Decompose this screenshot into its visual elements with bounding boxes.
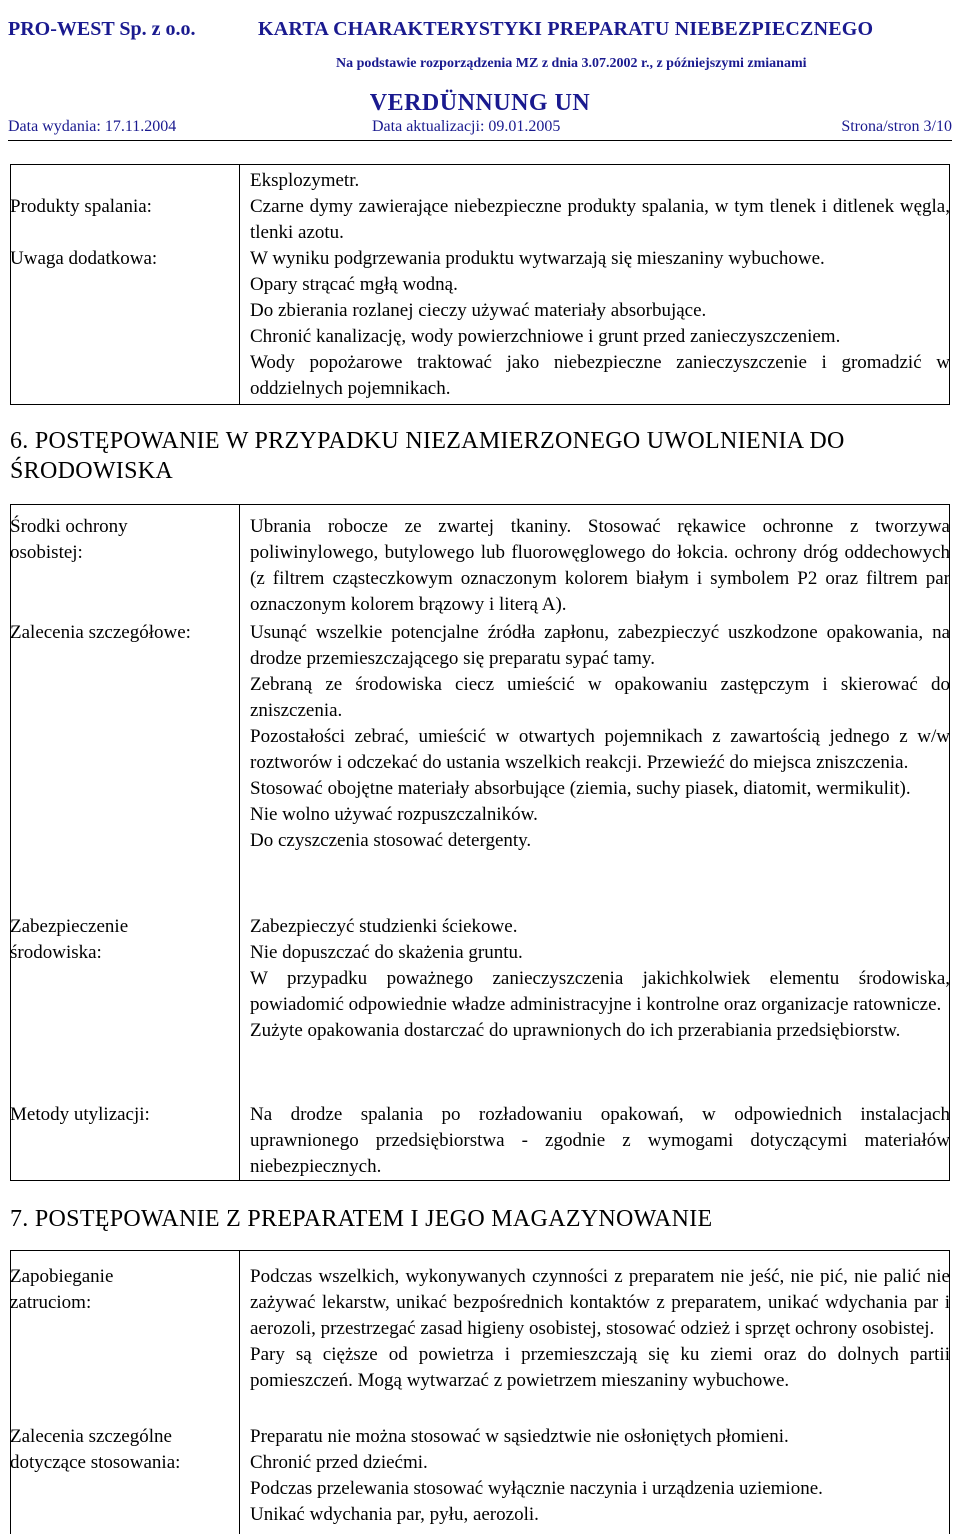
- update-date: Data aktualizacji: 09.01.2005: [372, 118, 561, 135]
- personal-protection-label: Środki ochrony osobistej:: [10, 516, 128, 563]
- env-line: Nie dopuszczać do skażenia gruntu.: [250, 942, 523, 963]
- usage-line: Podczas przelewania stosować wyłącznie naczynia i urządzenia uziemione.: [250, 1478, 823, 1499]
- poison-prevention-text: [250, 1264, 950, 1394]
- personal-protection-text: Ubrania robocze ze zwartej tkaniny. Stosować rękawice ochronne z tworzywa poliwinylowego, butylowego lub fluorowęglowego do łokcia. ochrony dróg oddechowych (z filtrem cząsteczkowym oznaczonym kolorem białym i symbolem P2 oraz filtrem par oznaczonym kolorem brązowy i literą A).: [250, 516, 950, 615]
- section6-title: 6. POSTĘPOWANIE W PRZYPADKU NIEZAMIERZONEGO UWOLNIENIA DO ŚRODOWISKA: [10, 428, 845, 484]
- poison-line: Pary są cięższe od powietrza i przemieszczają się ku ziemi oraz do dolnych partii pomieszczeń. Mogą wytwarzać z powietrzem mieszaniny wybuchowe.: [250, 1344, 950, 1391]
- explosimeter-line: Eksplozymetr.: [250, 170, 360, 191]
- issue-date: Data wydania: 17.11.2004: [8, 118, 177, 135]
- poison-prevention-label: Zapobieganie zatruciom:: [10, 1266, 114, 1313]
- note-line: W wyniku podgrzewania produktu wytwarzają się mieszaniny wybuchowe.: [250, 248, 825, 269]
- document-title: KARTA CHARAKTERYSTYKI PREPARATU NIEBEZPIECZNEGO: [258, 18, 874, 40]
- note-line: Chronić kanalizację, wody powierzchniowe i grunt przed zanieczyszczeniem.: [250, 326, 841, 347]
- note-line: Do zbierania rozlanej cieczy używać materiały absorbujące.: [250, 300, 707, 321]
- note-line: Wody popożarowe traktować jako niebezpieczne zanieczyszczenie i gromadzić w oddzielnych pojemnikach.: [250, 352, 950, 399]
- date-line: [8, 118, 952, 141]
- detailed-recommendations-text: [250, 620, 950, 854]
- usage-line: Unikać wdychania par, pyłu, aerozoli.: [250, 1504, 539, 1525]
- section5-table: [10, 164, 950, 404]
- page-number: Strona/stron 3/10: [841, 118, 952, 135]
- company-name: PRO-WEST Sp. z o.o.: [8, 18, 196, 40]
- combustion-text: Czarne dymy zawierające niebezpieczne produkty spalania, w tym tlenek i ditlenek węgla, tlenki azotu.: [250, 196, 950, 243]
- detailed-line: Pozostałości zebrać, umieścić w otwartych pojemnikach z zawartością jednego z w/w roztworów i odczekać do ustania wszelkich reakcji. Przewieźć do miejsca zniszczenia.: [250, 726, 950, 773]
- env-line: Zabezpieczyć studzienki ściekowe.: [250, 916, 518, 937]
- env-line: Zużyte opakowania dostarczać do uprawnionych do ich przerabiania przedsiębiorstw.: [250, 1020, 901, 1041]
- combustion-label: Produkty spalania:: [10, 196, 152, 217]
- disposal-methods-label: Metody utylizacji:: [10, 1104, 150, 1125]
- detailed-line: Usunąć wszelkie potencjalne źródła zapłonu, zabezpieczyć uszkodzone opakowania, na drodze przemieszczającego się preparatu sypać tamy.: [250, 622, 950, 669]
- usage-line: Preparatu nie można stosować w sąsiedztwie nie osłoniętych płomieni.: [250, 1426, 789, 1447]
- disposal-methods-text: Na drodze spalania po rozładowaniu opakowań, w odpowiednich instalacjach uprawnionego przedsiębiorstwa - zgodnie z wymogami dotyczącymi materiałów niebezpiecznych.: [250, 1104, 950, 1177]
- product-name: VERDÜNNUNG UN: [369, 90, 591, 116]
- detailed-line: Do czyszczenia stosować detergenty.: [250, 830, 532, 851]
- note-line: Opary strącać mgłą wodną.: [250, 274, 458, 295]
- section7-table: [10, 1250, 950, 1534]
- section6-table: [10, 504, 950, 1180]
- detailed-recommendations-label: Zalecenia szczegółowe:: [10, 622, 191, 643]
- regulation-note: Na podstawie rozporządzenia MZ z dnia 3.07.2002 r., z późniejszymi zmianami: [336, 56, 807, 71]
- note-label: Uwaga dodatkowa:: [10, 248, 158, 269]
- document-header: [0, 0, 960, 138]
- env-line: W przypadku poważnego zanieczyszczenia jakichkolwiek elementu środowiska, powiadomić odpowiednie władze administracyjne i kontrolne oraz organizacje ratownicze.: [250, 968, 950, 1015]
- poison-line: Podczas wszelkich, wykonywanych czynności z preparatem nie jeść, nie pić, nie palić nie zażywać lekarstw, unikać bezpośrednich kontaktów z preparatem, unikać wdychania par i aerozoli, przestrzegać zasad higieny osobistej, stosować odzież i sprzęt ochrony osobistej.: [250, 1266, 950, 1339]
- usage-recommendations-label: Zalecenia szczególne dotyczące stosowania:: [10, 1426, 181, 1473]
- detailed-line: Stosować obojętne materiały absorbujące (ziemia, suchy piasek, diatomit, wermikulit).: [250, 778, 911, 799]
- environment-protection-text: [250, 914, 950, 1044]
- note-text: [250, 246, 950, 402]
- environment-protection-label: Zabezpieczenie środowiska:: [10, 916, 129, 963]
- usage-line: Chronić przed dziećmi.: [250, 1452, 428, 1473]
- detailed-line: Nie wolno używać rozpuszczalników.: [250, 804, 538, 825]
- section7-title: 7. POSTĘPOWANIE Z PREPARATEM I JEGO MAGAZYNOWANIE: [10, 1206, 713, 1232]
- usage-recommendations-text: [250, 1424, 950, 1528]
- detailed-line: Zebraną ze środowiska ciecz umieścić w opakowaniu zastępczym i skierować do zniszczenia.: [250, 674, 950, 721]
